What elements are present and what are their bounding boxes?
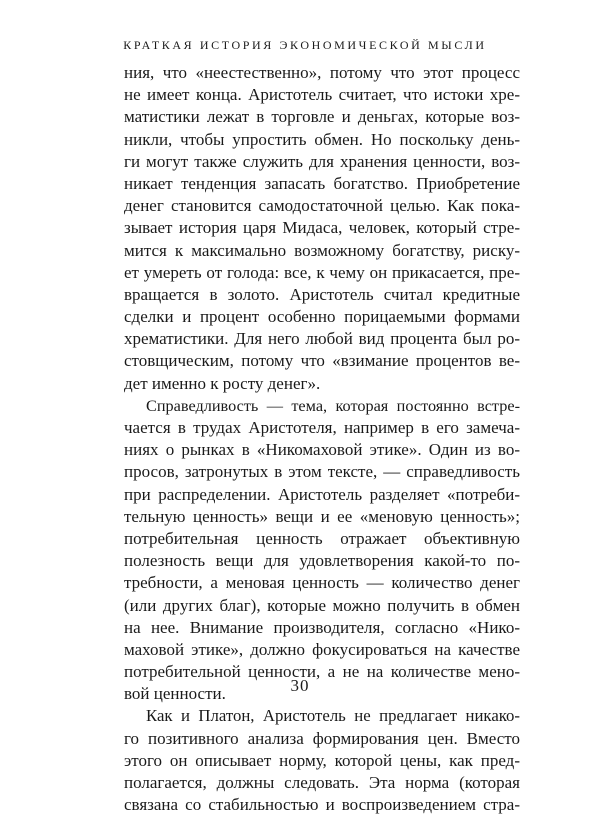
text-line: го позитивного анализа формирования цен. Вместо (124, 728, 520, 748)
text-line: зывает история царя Мидаса, человек, который стре- (124, 218, 520, 238)
body-text (124, 62, 520, 816)
text-line: Как и Платон, Аристотель не предлагает никако- (146, 706, 520, 726)
text-line: потребительной ценности, а не на количестве мено- (124, 662, 520, 682)
running-head: КРАТКАЯ ИСТОРИЯ ЭКОНОМИЧЕСКОЙ МЫСЛИ (123, 38, 487, 52)
text-line: тельную ценность» вещи и ее «меновую ценность»; (124, 506, 520, 526)
text-line: денег становится самодостаточной целью. Как пока- (124, 196, 520, 216)
paragraph (124, 705, 520, 816)
text-line: при распределении. Аристотель разделяет «потреби- (124, 484, 520, 504)
text-line: ниях о рынках в «Никомаховой этике». Один из во- (124, 440, 520, 460)
paragraph (124, 62, 520, 395)
text-line: связана со стабильностью и воспроизведением стра- (124, 795, 520, 815)
text-line: хрематистики. Для него любой вид процента был ро- (124, 329, 520, 349)
text-line: чается в трудах Аристотеля, например в его замеча- (124, 418, 520, 437)
text-line: маховой этике», должно фокусироваться на качестве (124, 639, 520, 659)
text-line: требности, а меновая ценность — количество денег (124, 573, 520, 593)
text-line: ги могут также служить для хранения ценности, воз- (124, 151, 520, 171)
text-line: просов, затронутых в этом тексте, — справедливость (124, 462, 520, 482)
text-line: потребительная ценность отражает объективную (124, 528, 520, 548)
text-line: никает тенденция запасать богатство. Приобретение (124, 173, 520, 193)
text-line: сделки и процент особенно порицаемыми формами (124, 307, 520, 327)
text-line: этого он описывает норму, которой цены, как пред- (124, 750, 520, 770)
text-line: не имеет конца. Аристотель считает, что истоки хре- (124, 85, 520, 105)
paragraph (124, 395, 520, 706)
text-line: полагается, должны следовать. Эта норма (которая (124, 773, 520, 792)
page-number: 30 (290, 676, 310, 695)
text-line: ет умереть от голода: все, к чему он прикасается, пре- (124, 262, 520, 282)
text-line: стовщическим, потому что «взимание процентов ве- (124, 351, 520, 371)
text-line: (или других благ), которые можно получить в обмен (124, 595, 520, 615)
text-line: полезность вещи для удовлетворения какой-то по- (124, 551, 520, 571)
text-line: вой ценности. (124, 684, 226, 704)
text-line: вращается в золото. Аристотель считал кредитные (124, 284, 520, 304)
text-line: на нее. Внимание производителя, согласно «Нико- (124, 617, 520, 637)
text-line: мится к максимально возможному богатству, риску- (124, 240, 520, 260)
text-line: никли, чтобы упростить обмен. Но поскольку день- (124, 129, 520, 149)
text-line: дет именно к росту денег». (124, 373, 321, 393)
text-line: ния, что «неестественно», потому что этот процесс (124, 63, 520, 82)
text-line: Справедливость — тема, которая постоянно встре- (146, 396, 520, 415)
text-line: матистики лежат в торговле и деньгах, которые воз- (124, 107, 520, 127)
